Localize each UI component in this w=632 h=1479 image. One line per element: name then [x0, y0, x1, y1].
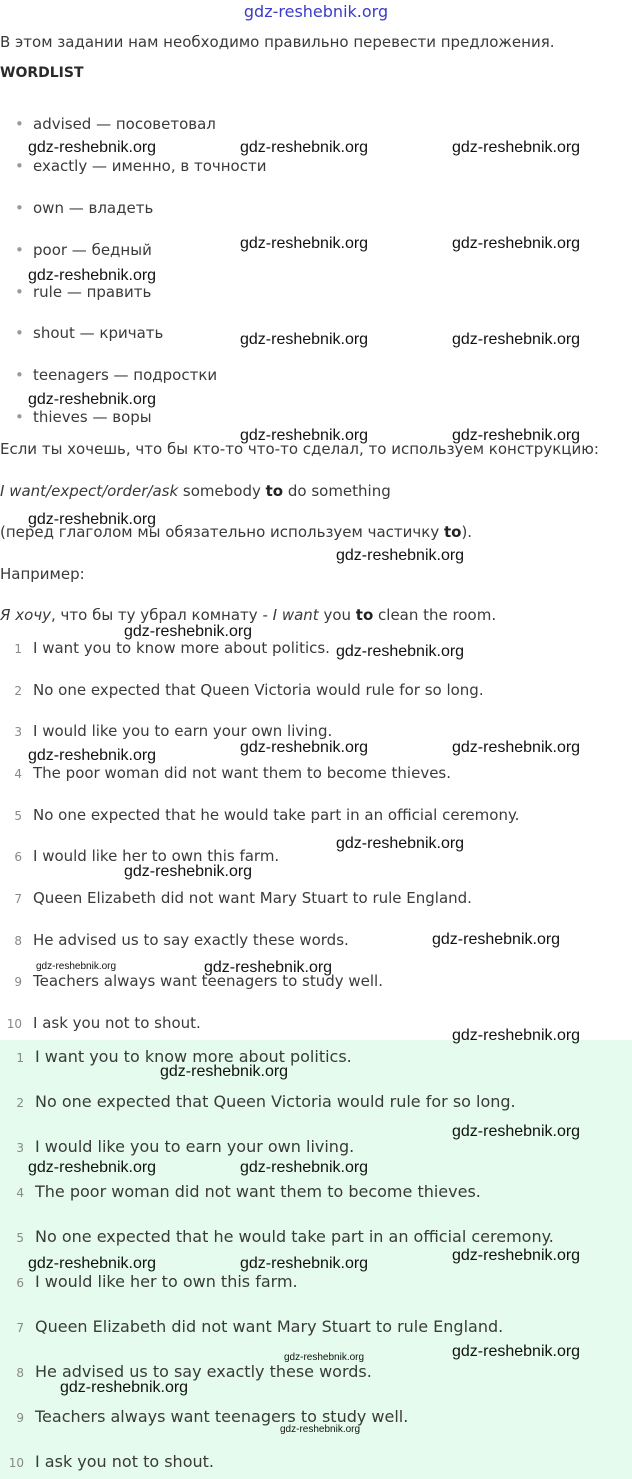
- watermark: gdz-reshebnik.org: [160, 1063, 289, 1080]
- table-row: 4 The poor woman did not want them to become thieves.: [16, 1182, 481, 1201]
- watermark: gdz-reshebnik.org: [336, 835, 465, 852]
- watermark: gdz-reshebnik.org: [280, 1424, 361, 1435]
- wordlist-title: WORDLIST: [0, 65, 84, 81]
- watermark: gdz-reshebnik.org: [452, 1343, 581, 1360]
- table-row: 8 He advised us to say exactly these words.: [16, 1362, 372, 1381]
- watermark: gdz-reshebnik.org: [28, 511, 157, 528]
- table-row: 6 I would like her to own this farm.: [14, 847, 280, 865]
- construction-note: (перед глаголом мы обязательно используем частичку to).: [0, 523, 473, 541]
- bullet-icon: •: [15, 283, 24, 301]
- watermark: gdz-reshebnik.org: [28, 747, 157, 764]
- watermark: gdz-reshebnik.org: [240, 739, 369, 756]
- table-row: 4 The poor woman did not want them to become thieves.: [14, 764, 452, 782]
- watermark: gdz-reshebnik.org: [240, 1159, 369, 1176]
- example-label: Например:: [0, 565, 85, 583]
- watermark: gdz-reshebnik.org: [452, 1123, 581, 1140]
- table-row: 7 Queen Elizabeth did not want Mary Stuart to rule England.: [16, 1317, 504, 1336]
- bullet-icon: •: [15, 241, 24, 259]
- list-item: • poor — бедный: [15, 241, 152, 259]
- bullet-icon: •: [15, 366, 24, 384]
- watermark: gdz-reshebnik.org: [28, 139, 157, 156]
- list-item: • shout — кричать: [15, 324, 164, 342]
- table-row: 5 No one expected that he would take part in an official ceremony.: [14, 806, 520, 824]
- bullet-icon: •: [15, 324, 24, 342]
- bullet-icon: •: [15, 115, 24, 133]
- watermark: gdz-reshebnik.org: [284, 1352, 365, 1363]
- table-row: 3 I would like you to earn your own living.: [14, 722, 333, 740]
- watermark: gdz-reshebnik.org: [60, 1379, 189, 1396]
- table-row: 5 No one expected that he would take part in an official ceremony.: [16, 1227, 554, 1246]
- watermark: gdz-reshebnik.org: [452, 139, 581, 156]
- watermark: gdz-reshebnik.org: [240, 139, 369, 156]
- example-sentence: Я хочу, что бы ту убрал комнату - I want you to clean the room.: [0, 606, 497, 624]
- list-item: • teenagers — подростки: [15, 366, 218, 384]
- watermark: gdz-reshebnik.org: [336, 547, 465, 564]
- watermark: gdz-reshebnik.org: [452, 1027, 581, 1044]
- watermark: gdz-reshebnik.org: [452, 235, 581, 252]
- table-row: 9 Teachers always want teenagers to study well.: [16, 1407, 409, 1426]
- watermark: gdz-reshebnik.org: [336, 643, 465, 660]
- table-row: 8 He advised us to say exactly these words.: [14, 931, 349, 949]
- watermark: gdz-reshebnik.org: [452, 1247, 581, 1264]
- construction: I want/expect/order/ask somebody to do something: [0, 482, 391, 500]
- table-row: 1 I want you to know more about politics.: [16, 1047, 352, 1066]
- table-row: 10 I ask you not to shout.: [6, 1014, 201, 1032]
- watermark: gdz-reshebnik.org: [36, 961, 117, 972]
- watermark: gdz-reshebnik.org: [452, 427, 581, 444]
- watermark: gdz-reshebnik.org: [204, 959, 333, 976]
- watermark: gdz-reshebnik.org: [240, 1255, 369, 1272]
- list-item: • advised — посоветовал: [15, 115, 216, 133]
- watermark: gdz-reshebnik.org: [124, 623, 253, 640]
- watermark: gdz-reshebnik.org: [124, 863, 253, 880]
- header-watermark[interactable]: gdz-reshebnik.org: [243, 2, 389, 21]
- list-item: • rule — править: [15, 283, 152, 301]
- table-row: 7 Queen Elizabeth did not want Mary Stuart to rule England.: [14, 889, 472, 907]
- bullet-icon: •: [15, 199, 24, 217]
- watermark: gdz-reshebnik.org: [240, 331, 369, 348]
- watermark: gdz-reshebnik.org: [240, 235, 369, 252]
- watermark: gdz-reshebnik.org: [452, 331, 581, 348]
- rule-intro: Если ты хочешь, что бы кто-то что-то сделал, то используем конструкцию:: [0, 440, 599, 458]
- list-item: • own — владеть: [15, 199, 154, 217]
- bullet-icon: •: [15, 408, 24, 426]
- watermark: gdz-reshebnik.org: [452, 739, 581, 756]
- table-row: 2 No one expected that Queen Victoria would rule for so long.: [14, 681, 484, 699]
- watermark: gdz-reshebnik.org: [28, 267, 157, 284]
- table-row: 10 I ask you not to shout.: [8, 1452, 214, 1471]
- table-row: 3 I would like you to earn your own living.: [16, 1137, 355, 1156]
- list-item: • thieves — воры: [15, 408, 152, 426]
- watermark: gdz-reshebnik.org: [240, 427, 369, 444]
- watermark: gdz-reshebnik.org: [28, 391, 157, 408]
- watermark: gdz-reshebnik.org: [28, 1159, 157, 1176]
- watermark: gdz-reshebnik.org: [28, 1255, 157, 1272]
- table-row: 1 I want you to know more about politics.: [14, 639, 330, 657]
- list-item: • exactly — именно, в точности: [15, 157, 267, 175]
- table-row: 9 Teachers always want teenagers to study well.: [14, 972, 383, 990]
- table-row: 6 I would like her to own this farm.: [16, 1272, 298, 1291]
- watermark: gdz-reshebnik.org: [432, 931, 561, 948]
- bullet-icon: •: [15, 157, 24, 175]
- table-row: 2 No one expected that Queen Victoria would rule for so long.: [16, 1092, 516, 1111]
- intro-text: В этом задании нам необходимо правильно перевести предложения.: [0, 33, 555, 51]
